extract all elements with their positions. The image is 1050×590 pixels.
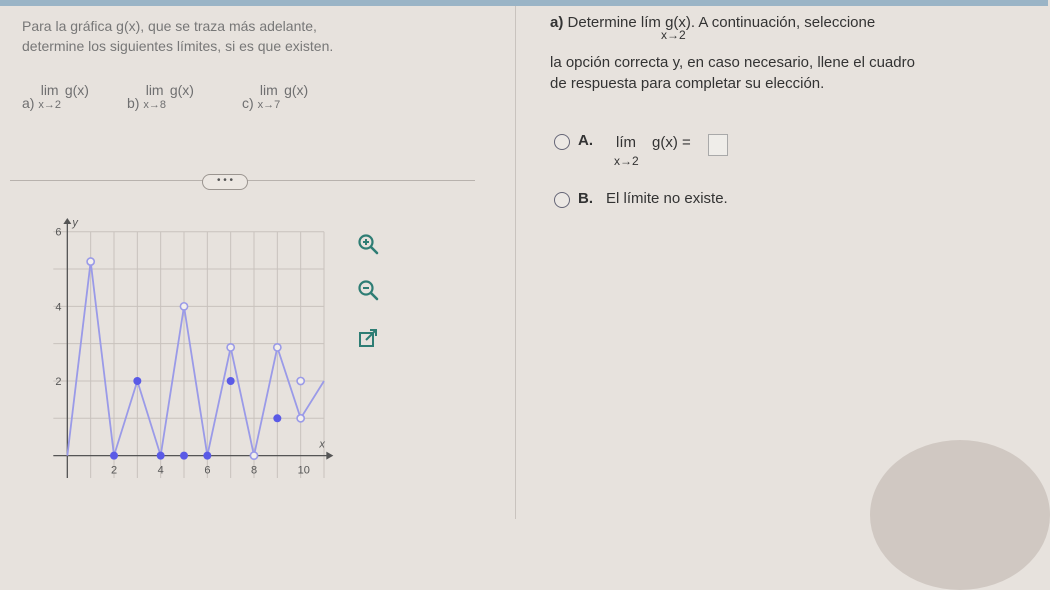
filled-point	[110, 452, 118, 460]
prompt-line-2: determine los siguientes límites, si es que existen.	[22, 38, 334, 54]
question-line-3: de respuesta para completar su elección.	[550, 75, 825, 92]
filled-point	[133, 377, 141, 385]
x-tick-label: 2	[111, 464, 118, 477]
choice-b-letter: B.	[578, 190, 593, 207]
choice-a-func: g(x) =	[652, 134, 691, 151]
prompt-line-1: Para la gráfica g(x), que se traza más adelante,	[22, 18, 317, 34]
zoom-in-button[interactable]	[356, 232, 380, 256]
open-point	[180, 303, 187, 310]
graph-segment	[231, 347, 254, 455]
x-axis-arrow	[326, 452, 333, 460]
filled-point	[273, 414, 281, 422]
graph-axes	[53, 218, 333, 478]
open-point	[297, 377, 304, 384]
open-point	[87, 258, 94, 265]
choice-a-radio[interactable]	[554, 134, 570, 150]
x-tick-label: 8	[251, 464, 258, 477]
y-tick-label: 2	[55, 375, 62, 388]
y-axis-arrow	[63, 218, 71, 224]
open-external-button[interactable]	[356, 326, 380, 350]
function-graph	[44, 217, 344, 498]
question-title: a) Determine lím g(x). A continuación, seleccione	[550, 14, 876, 31]
choice-a-lim: lím	[616, 134, 636, 151]
graph-segments	[67, 262, 324, 456]
choice-b-text: El límite no existe.	[606, 190, 728, 207]
external-link-icon	[356, 326, 380, 350]
option-a: a) lim x→2 g(x)	[22, 82, 89, 111]
y-tick-label: 6	[55, 226, 62, 239]
graph-segment	[67, 262, 90, 456]
graph-segment	[301, 381, 324, 418]
graph-segment	[254, 347, 277, 455]
choice-a-subscript: x→2	[614, 154, 639, 168]
graph-points	[87, 258, 305, 460]
graph-segment	[207, 347, 230, 455]
x-tick-label: 4	[157, 464, 164, 477]
filled-point	[203, 452, 211, 460]
filled-point	[227, 377, 235, 385]
filled-point	[157, 452, 165, 460]
graph-segment	[91, 262, 114, 456]
choice-b-radio[interactable]	[554, 192, 570, 208]
y-tick-label: 4	[55, 301, 62, 314]
zoom-out-icon	[356, 278, 380, 302]
x-tick-label: 10	[297, 464, 310, 477]
open-point	[250, 452, 257, 459]
filled-point	[180, 452, 188, 460]
x-tick-label: 6	[204, 464, 211, 477]
decorative-shape	[870, 440, 1050, 590]
zoom-in-icon	[356, 232, 380, 256]
open-point	[297, 415, 304, 422]
graph-grid	[53, 232, 324, 478]
question-line-2: la opción correcta y, en caso necesario, llene el cuadro	[550, 54, 915, 71]
y-axis-label: y	[72, 217, 78, 229]
question-limit-subscript: x→2	[661, 28, 686, 42]
answer-input-box[interactable]	[708, 134, 728, 156]
open-point	[274, 344, 281, 351]
open-point	[227, 344, 234, 351]
zoom-out-button[interactable]	[356, 278, 380, 302]
left-pane	[0, 6, 515, 519]
problem-prompt	[22, 16, 333, 56]
choice-a-letter: A.	[578, 132, 593, 149]
x-axis-label: x	[319, 438, 325, 451]
option-b: b) lim x→8 g(x)	[127, 82, 194, 111]
option-c: c) lim x→7 g(x)	[242, 82, 309, 111]
expand-more-button[interactable]: • • •	[202, 174, 248, 190]
